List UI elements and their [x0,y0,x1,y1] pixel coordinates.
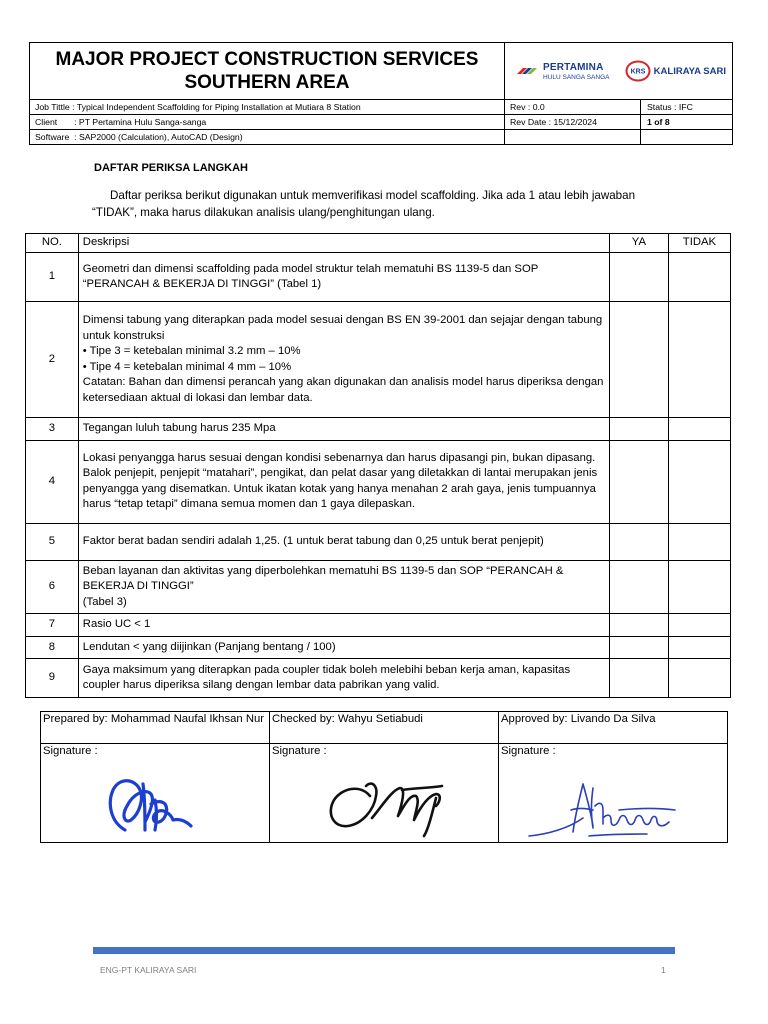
row-tidak-checkbox[interactable] [668,636,730,659]
description-line: Beban layanan dan aktivitas yang diperbolehkan mematuhi BS 1139-5 dan SOP “PERANCAH & BEKERJA DI TINGGI” [82,564,564,592]
row-ya-checkbox[interactable] [609,560,668,614]
section-title: DAFTAR PERIKSA LANGKAH [94,162,248,174]
row-description [78,440,609,523]
header-logos [505,43,732,99]
document-header [29,42,733,145]
row-tidak-checkbox[interactable] [668,659,730,698]
header-row-job [30,100,732,115]
row-number: 5 [26,523,79,560]
header-row-software [30,130,732,144]
pertamina-subtitle: HULU SANGA SANGA [543,73,610,81]
row-ya-checkbox[interactable] [609,253,668,302]
row-ya-checkbox[interactable] [609,523,668,560]
row-ya-checkbox[interactable] [609,440,668,523]
rev-date-cell: Rev Date : 15/12/2024 [505,115,641,129]
row-description [78,418,609,441]
row-description-text [83,660,605,697]
signature-label: Signature : [501,745,556,757]
approved-signature-image [499,744,728,842]
row-number: 4 [26,440,79,523]
row-description [78,523,609,560]
row-ya-checkbox[interactable] [609,418,668,441]
checked-signature-image [270,744,499,842]
intro-paragraph: Daftar periksa berikut digunakan untuk memverifikasi model scaffolding. Jika ada 1 atau lebih jawaban “TIDAK”, maka harus dilakukan analisis ulang/penghitungan ulang. [92,189,636,219]
job-title-cell: Job Tittle : Typical Independent Scaffolding for Piping Installation at Mutiara 8 Station [30,100,505,114]
row-tidak-checkbox[interactable] [668,418,730,441]
row-number: 9 [26,659,79,698]
checklist-row [26,636,731,659]
pertamina-logo [513,60,609,82]
header-title [30,43,505,99]
signature-label: Signature : [43,745,98,757]
checklist-row [26,440,731,523]
checklist-row [26,614,731,637]
page-count-cell: 1 of 8 [647,117,670,127]
col-header-tidak: TIDAK [668,234,730,253]
empty-cell-mid [505,130,641,144]
checked-by: Checked by: Wahyu Setiabudi [270,712,499,744]
description-line: Lokasi penyangga harus sesuai dengan kondisi sebenarnya dan harus dipasangi pin, bukan dipasang. Balok penjepit, penjepit “matahari”, pengikat, dan pelat dasar yang diletakkan di lantai merupakan jenis penyangga yang disematkan. Untuk ikatan kotak yang hanya menahan 2 arah gaya, jenis tumpuannya harus “tetap tetapi” dimana semua momen dan 1 gaya dilepaskan. [82,451,598,510]
description-line: Tegangan luluh tabung harus 235 Mpa [82,422,276,434]
pertamina-name: PERTAMINA [543,61,604,73]
krs-badge-text: KRS [630,68,646,76]
row-number: 1 [26,253,79,302]
signoff-names-row [41,712,728,744]
prepared-by: Prepared by: Mohammad Naufal Ikhsan Nur [41,712,270,744]
header-top-row [30,43,732,100]
row-number: 8 [26,636,79,659]
kaliraya-sari-logo [625,60,726,82]
row-description-text [83,418,605,440]
row-ya-checkbox[interactable] [609,636,668,659]
description-line: Catatan: Bahan dan dimensi perancah yang akan digunakan dan analisis model harus diperiksa dengan ketersediaan aktual di lokasi dan lembar data. [82,376,604,404]
checklist-row [26,659,731,698]
checklist-body [26,253,731,698]
row-description [78,302,609,418]
row-ya-checkbox[interactable] [609,659,668,698]
description-line: Dimensi tabung yang diterapkan pada model sesuai dengan BS EN 39-2001 dan sejajar dengan tabung untuk konstruksi [82,314,603,342]
description-line: (Tabel 3) [82,595,127,608]
row-tidak-checkbox[interactable] [668,523,730,560]
row-description [78,614,609,637]
pertamina-mark-icon [513,60,543,82]
header-row-client [30,115,732,130]
checklist-row [26,302,731,418]
header-title-line1: MAJOR PROJECT CONSTRUCTION SERVICES [55,49,479,70]
description-line: • Tipe 3 = ketebalan minimal 3.2 mm – 10% [82,345,301,357]
row-description-text [83,614,605,636]
description-line: • Tipe 4 = ketebalan minimal 4 mm – 10% [82,360,292,373]
signature-label: Signature : [272,745,327,757]
row-description [78,560,609,614]
approved-signature-cell [499,744,728,843]
footer-page-number: 1 [661,965,666,975]
row-description-text [83,531,605,553]
col-header-ya: YA [609,234,668,253]
checklist-row [26,560,731,614]
row-tidak-checkbox[interactable] [668,560,730,614]
footer-company: ENG-PT KALIRAYA SARI [100,965,197,975]
header-title-line2: SOUTHERN AREA [184,72,350,93]
row-description-text [83,561,605,614]
col-header-desc: Deskripsi [78,234,609,253]
empty-cell-right [641,130,732,144]
row-tidak-checkbox[interactable] [668,302,730,418]
approved-by: Approved by: Livando Da Silva [499,712,728,744]
description-line: Lendutan < yang diijinkan (Panjang bentang / 100) [82,640,336,653]
software-cell: Software : SAP2000 (Calculation), AutoCAD (Design) [30,130,505,144]
rev-cell: Rev : 0.0 [505,100,641,114]
row-tidak-checkbox[interactable] [668,440,730,523]
client-cell: Client : PT Pertamina Hulu Sanga-sanga [30,115,505,129]
signoff-signature-row [41,744,728,843]
row-description [78,659,609,698]
row-description [78,253,609,302]
checked-signature-cell [270,744,499,843]
row-number: 3 [26,418,79,441]
description-line: Faktor berat badan sendiri adalah 1,25. (1 untuk berat tabung dan 0,25 untuk berat penjepit) [82,534,544,547]
status-cell: Status : IFC [647,102,693,112]
description-line: Gaya maksimum yang diterapkan pada coupler tidak boleh melebihi beban kerja aman, kapasitas coupler harus diperiksa silang dengan lembar data pabrikan yang valid. [82,663,571,691]
description-line: Rasio UC < 1 [82,618,151,630]
kaliraya-sari-name: KALIRAYA SARI [653,65,726,77]
row-number: 7 [26,614,79,637]
signoff-table [40,711,728,843]
col-header-no: NO. [26,234,79,253]
row-ya-checkbox[interactable] [609,302,668,418]
checklist-row [26,523,731,560]
row-number: 6 [26,560,79,614]
footer-bar [93,947,675,954]
checklist-table [25,233,731,698]
checklist-row [26,253,731,302]
checklist-row [26,418,731,441]
prepared-signature-cell [41,744,270,843]
row-description-text [83,637,605,659]
checklist-header-row [26,234,731,253]
row-tidak-checkbox[interactable] [668,614,730,637]
row-number: 2 [26,302,79,418]
row-description-text [83,310,605,409]
row-tidak-checkbox[interactable] [668,253,730,302]
row-description-text [83,259,605,296]
row-description-text [83,448,605,516]
prepared-signature-image [41,744,270,842]
description-line: Geometri dan dimensi scaffolding pada model struktur telah mematuhi BS 1139-5 dan SOP “PERANCAH & BEKERJA DI TINGGI” (Tabel 1) [82,262,539,290]
row-ya-checkbox[interactable] [609,614,668,637]
row-description [78,636,609,659]
krs-badge-icon [625,60,651,82]
